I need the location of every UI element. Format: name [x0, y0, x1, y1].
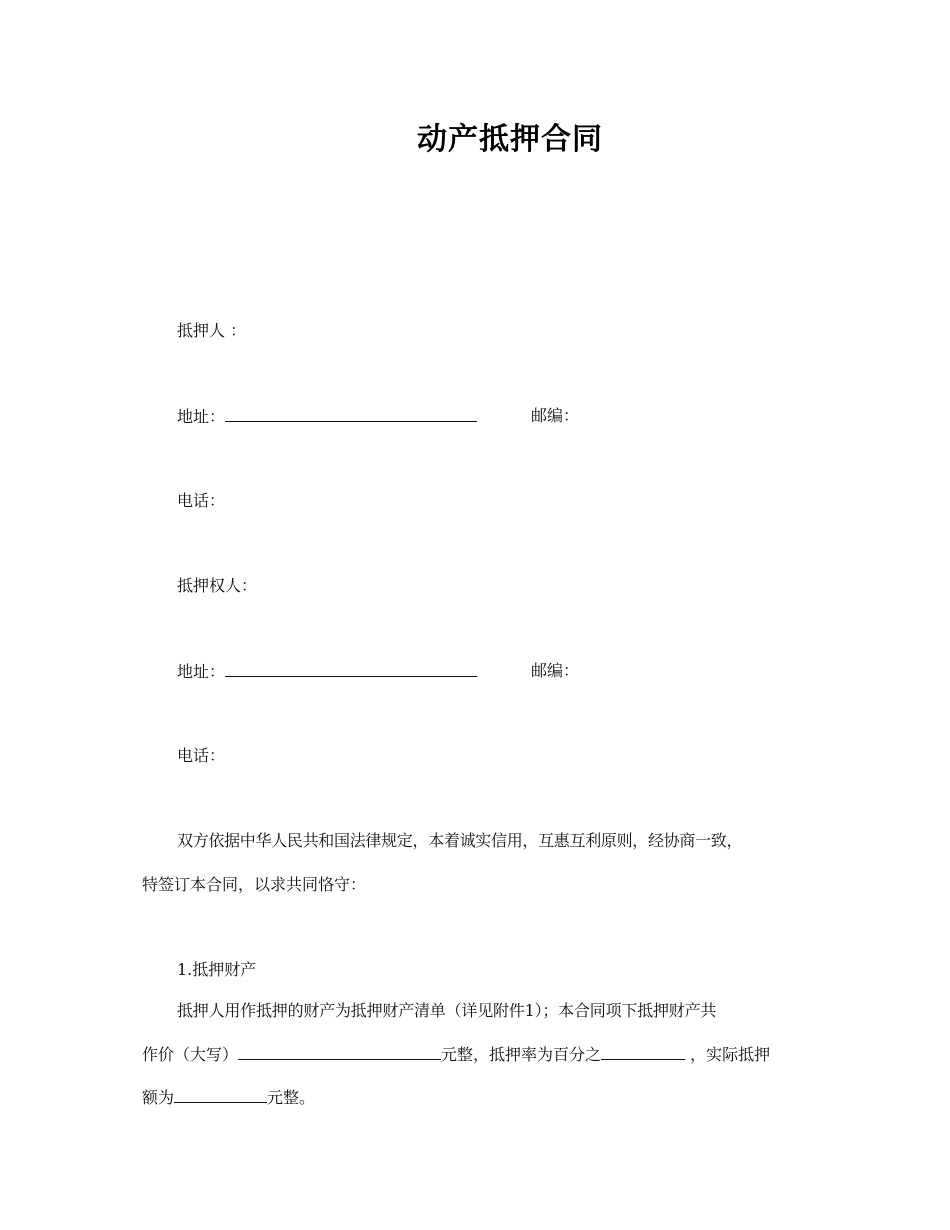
- mortgagor-address-row: [177, 405, 477, 428]
- mortgagor-address-label: 地址：: [177, 407, 226, 426]
- mortgagor-address-field[interactable]: [225, 405, 477, 422]
- mortgagee-address-field[interactable]: [225, 660, 477, 677]
- actual-mortgage-label: ，实际抵押: [685, 1045, 771, 1064]
- section-1-line-2: [142, 1043, 770, 1066]
- document-title: 动产抵押合同: [417, 122, 603, 157]
- mortgagee-label: 抵押权人：: [177, 576, 258, 595]
- mortgagor-label: 抵押人 ：: [177, 321, 247, 340]
- mortgagor-postcode-label: 邮编：: [531, 406, 580, 425]
- mortgagor-phone-label: 电话：: [177, 491, 226, 510]
- preamble-line-1: 双方依据中华人民共和国法律规定，本着诚实信用，互惠互利原则，经协商一致，: [177, 831, 743, 850]
- actual-amount-label: 额为: [142, 1088, 175, 1107]
- mortgagee-phone-label: 电话：: [177, 746, 226, 765]
- valuation-amount-field[interactable]: [238, 1043, 441, 1060]
- section-1-line-3: [142, 1086, 315, 1109]
- valuation-label: 作价（大写）: [142, 1045, 239, 1064]
- section-1-heading: 1.抵押财产: [177, 960, 257, 979]
- mortgage-rate-label: 元整，抵押率为百分之: [441, 1045, 602, 1064]
- mortgagee-postcode-label: 邮编：: [531, 661, 580, 680]
- actual-amount-field[interactable]: [174, 1086, 267, 1103]
- mortgagee-address-row: [177, 660, 477, 683]
- section-1-line-1: 抵押人用作抵押的财产为抵押财产清单（详见附件1）；本合同项下抵押财产共: [177, 1001, 717, 1020]
- preamble-line-2: 特签订本合同，以求共同恪守：: [142, 875, 367, 894]
- mortgage-rate-field[interactable]: [601, 1043, 685, 1060]
- mortgagee-address-label: 地址：: [177, 662, 226, 681]
- yuan-suffix: 元整。: [267, 1088, 316, 1107]
